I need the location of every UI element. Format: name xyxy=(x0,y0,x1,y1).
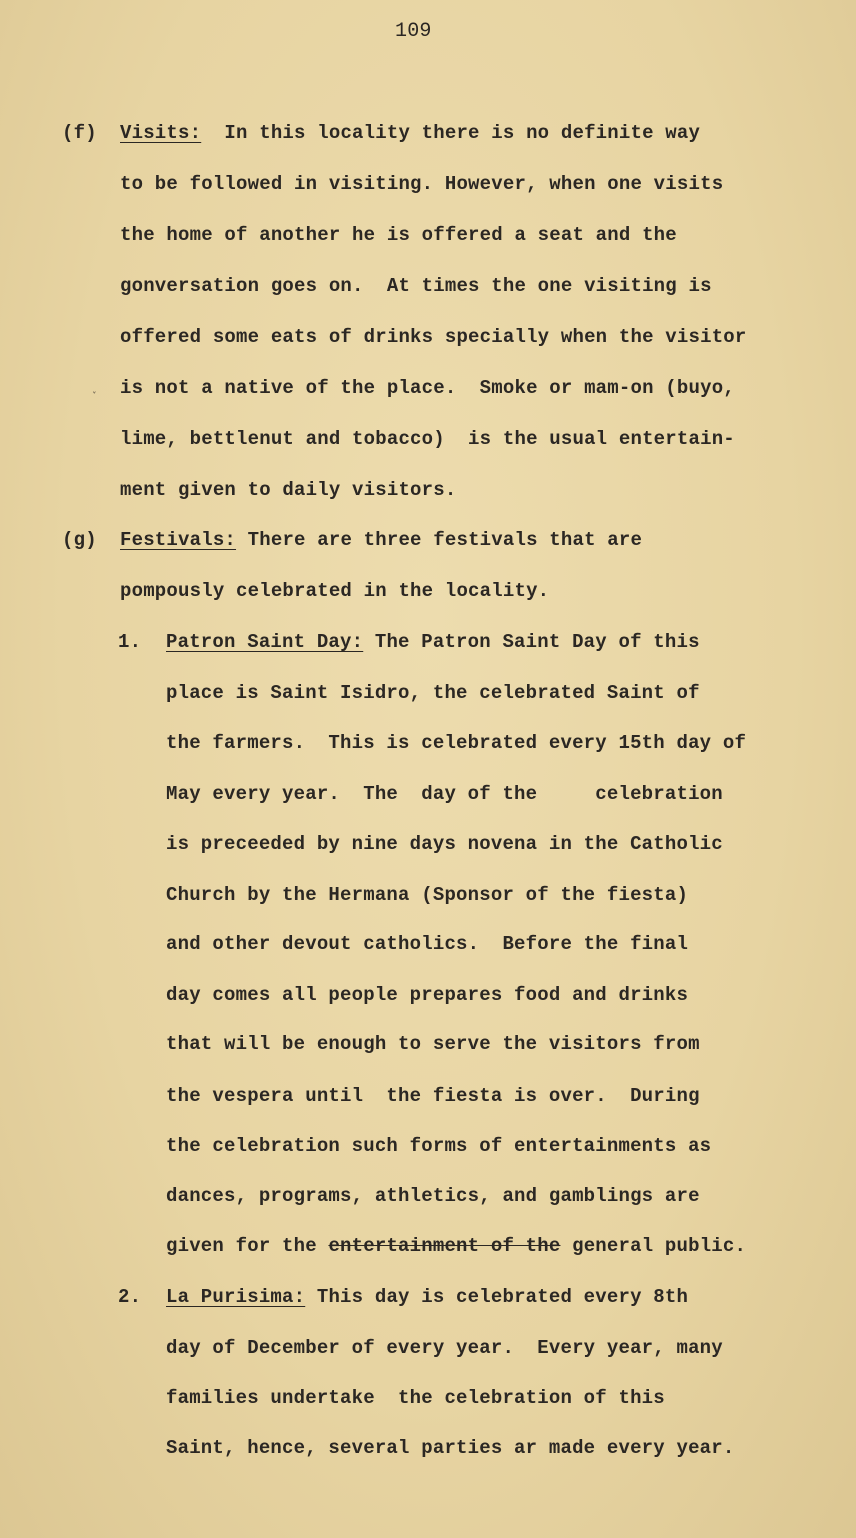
visits-line-1: Visits: In this locality there is no definite way xyxy=(120,122,701,144)
section-title-visits: Visits: xyxy=(120,122,202,144)
text-line: is preceeded by nine days novena in the Catholic xyxy=(166,833,723,855)
item-title-la-purisima: La Purisima: xyxy=(166,1286,306,1308)
text-line: families undertake the celebration of this xyxy=(166,1387,665,1409)
section-label-f: (f) xyxy=(62,122,97,144)
text-line: pompously celebrated in the locality. xyxy=(120,580,550,602)
section-label-g: (g) xyxy=(62,529,97,551)
text-line: day comes all people prepares food and drinks xyxy=(166,984,689,1006)
patron-line-1: Patron Saint Day: The Patron Saint Day of this xyxy=(166,631,700,653)
text-line: lime, bettlenut and tobacco) is the usual entertain- xyxy=(120,428,735,450)
margin-tick-mark: ˯ xyxy=(92,380,101,396)
text-line: ment given to daily visitors. xyxy=(120,479,457,501)
text-line: May every year. The day of the celebration xyxy=(166,783,723,805)
text-line: day of December of every year. Every year, many xyxy=(166,1337,723,1359)
struck-out-text: entertainment of the xyxy=(328,1235,561,1257)
item-title-patron-saint-day: Patron Saint Day: xyxy=(166,631,364,653)
festivals-line-1: Festivals: There are three festivals that are xyxy=(120,529,643,551)
text-line: and other devout catholics. Before the final xyxy=(166,933,689,955)
page-number: 109 xyxy=(395,20,432,43)
text-line: offered some eats of drinks specially when the visitor xyxy=(120,326,747,348)
text-line: Church by the Hermana (Sponsor of the fiesta) xyxy=(166,884,689,906)
section-title-festivals: Festivals: xyxy=(120,529,237,551)
text-line: gonversation goes on. At times the one visiting is xyxy=(120,275,712,297)
purisima-line-1: La Purisima: This day is celebrated every 8th xyxy=(166,1286,689,1308)
text-line: Saint, hence, several parties ar made every year. xyxy=(166,1437,735,1459)
text-line: to be followed in visiting. However, when one visits xyxy=(120,173,724,195)
item-number-1: 1. xyxy=(118,631,142,653)
text-line: dances, programs, athletics, and gamblings are xyxy=(166,1185,700,1207)
text-line: the vespera until the fiesta is over. During xyxy=(166,1085,700,1107)
text-line: the celebration such forms of entertainments as xyxy=(166,1135,712,1157)
struck-text-line: given for the entertainment of the general public. xyxy=(166,1235,747,1257)
item-number-2: 2. xyxy=(118,1286,142,1308)
text-line: that will be enough to serve the visitors from xyxy=(166,1033,700,1055)
text-line: the home of another he is offered a seat and the xyxy=(120,224,677,246)
text-line: the farmers. This is celebrated every 15th day of xyxy=(166,732,747,754)
text-line: place is Saint Isidro, the celebrated Saint of xyxy=(166,682,700,704)
text-line: is not a native of the place. Smoke or mam-on (buyo, xyxy=(120,377,735,399)
